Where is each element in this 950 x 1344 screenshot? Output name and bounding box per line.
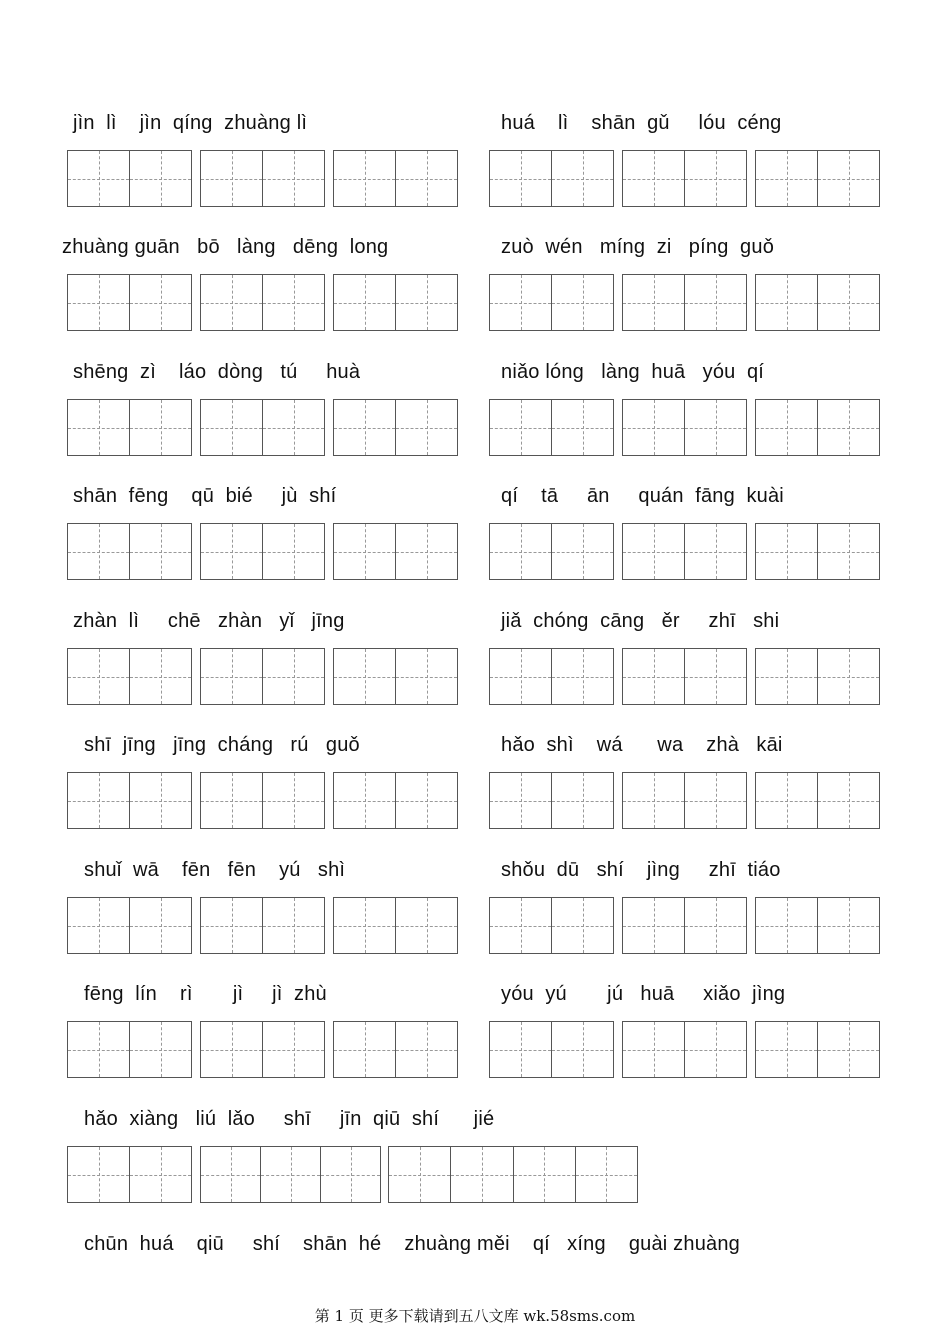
char-grid-row-9-a [67, 1146, 192, 1203]
char-grid-row-6-1 [67, 772, 192, 829]
page-footer: 第 1 页 更多下载请到五八文库 wk.58sms.com [314, 1307, 636, 1325]
char-grid-row-3-5 [622, 399, 747, 456]
char-grid-row-9-c [388, 1146, 638, 1203]
char-grid-row-3-6 [755, 399, 880, 456]
char-grid-row-7-2 [200, 897, 325, 954]
pinyin-right-row-1: huá lì shān gǔ lóu céng [501, 112, 782, 134]
char-grid-row-3-4 [489, 399, 614, 456]
char-grid-row-6-5 [622, 772, 747, 829]
char-grid-row-6-6 [755, 772, 880, 829]
pinyin-right-row-5: jiǎ chóng cāng ěr zhī shi [501, 610, 780, 632]
char-grid-row-8-5 [622, 1021, 747, 1078]
char-grid-row-2-1 [67, 274, 192, 331]
char-grid-row-9-b [200, 1146, 381, 1203]
char-grid-row-5-6 [755, 648, 880, 705]
char-grid-row-4-2 [200, 523, 325, 580]
char-grid-row-4-6 [755, 523, 880, 580]
char-grid-row-7-5 [622, 897, 747, 954]
char-grid-row-5-3 [333, 648, 458, 705]
char-grid-row-1-6 [755, 150, 880, 207]
pinyin-left-row-6: shī jīng jīng cháng rú guǒ [84, 734, 360, 756]
char-grid-row-2-3 [333, 274, 458, 331]
char-grid-row-5-4 [489, 648, 614, 705]
char-grid-row-8-6 [755, 1021, 880, 1078]
char-grid-row-1-5 [622, 150, 747, 207]
char-grid-row-3-1 [67, 399, 192, 456]
char-grid-row-4-3 [333, 523, 458, 580]
char-grid-row-5-5 [622, 648, 747, 705]
char-grid-row-8-2 [200, 1021, 325, 1078]
char-grid-row-4-4 [489, 523, 614, 580]
char-grid-row-1-1 [67, 150, 192, 207]
pinyin-right-row-8: yóu yú jú huā xiǎo jìng [501, 983, 786, 1005]
char-grid-row-7-6 [755, 897, 880, 954]
char-grid-row-1-2 [200, 150, 325, 207]
char-grid-row-5-2 [200, 648, 325, 705]
pinyin-right-row-7: shǒu dū shí jìng zhī tiáo [501, 859, 781, 881]
pinyin-left-row-3: shēng zì láo dòng tú huà [73, 361, 361, 383]
char-grid-row-6-4 [489, 772, 614, 829]
char-grid-row-7-1 [67, 897, 192, 954]
pinyin-left-row-4: shān fēng qū bié jù shí [73, 485, 337, 507]
pinyin-row-10: chūn huá qiū shí shān hé zhuàng měi qí xíng guài zhuàng [84, 1233, 741, 1255]
char-grid-row-6-3 [333, 772, 458, 829]
pinyin-left-row-8: fēng lín rì jì jì zhù [84, 983, 327, 1005]
char-grid-row-7-3 [333, 897, 458, 954]
char-grid-row-8-1 [67, 1021, 192, 1078]
pinyin-right-row-4: qí tā ān quán fāng kuài [501, 485, 784, 507]
pinyin-right-row-3: niǎo lóng làng huā yóu qí [501, 361, 765, 383]
char-grid-row-2-5 [622, 274, 747, 331]
pinyin-right-row-6: hǎo shì wá wa zhà kāi [501, 734, 783, 756]
pinyin-row-9: hǎo xiàng liú lǎo shī jīn qiū shí jié [84, 1108, 495, 1130]
char-grid-row-7-4 [489, 897, 614, 954]
char-grid-row-6-2 [200, 772, 325, 829]
char-grid-row-3-3 [333, 399, 458, 456]
pinyin-left-row-7: shuǐ wā fēn fēn yú shì [84, 859, 346, 881]
char-grid-row-4-1 [67, 523, 192, 580]
char-grid-row-8-4 [489, 1021, 614, 1078]
char-grid-row-5-1 [67, 648, 192, 705]
pinyin-right-row-2: zuò wén míng zi píng guǒ [501, 236, 775, 258]
pinyin-left-row-1: jìn lì jìn qíng zhuàng lì [73, 112, 308, 134]
char-grid-row-2-2 [200, 274, 325, 331]
pinyin-left-row-5: zhàn lì chē zhàn yǐ jīng [73, 610, 345, 632]
char-grid-row-8-3 [333, 1021, 458, 1078]
char-grid-row-4-5 [622, 523, 747, 580]
char-grid-row-1-4 [489, 150, 614, 207]
char-grid-row-2-4 [489, 274, 614, 331]
char-grid-row-1-3 [333, 150, 458, 207]
char-grid-row-2-6 [755, 274, 880, 331]
pinyin-left-row-2: zhuàng guān bō làng dēng long [62, 236, 389, 258]
char-grid-row-3-2 [200, 399, 325, 456]
